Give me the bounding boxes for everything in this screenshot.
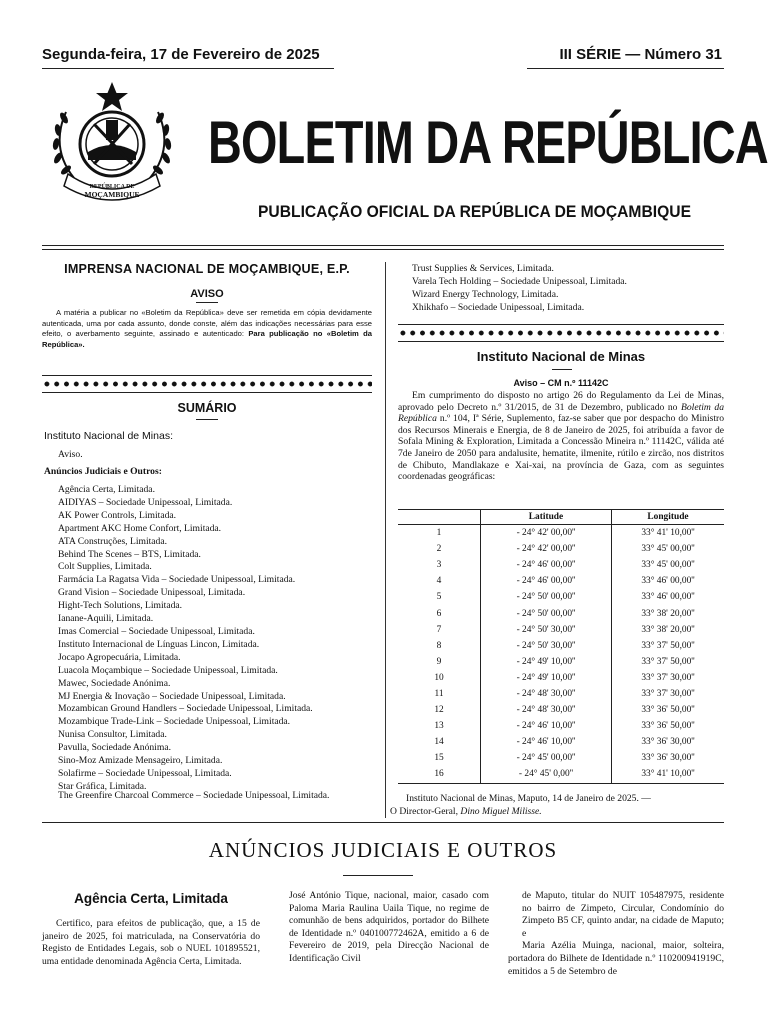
coordinates-index: 10 (434, 672, 444, 683)
sumario-company-item: Colt Supplies, Limitada. (58, 561, 152, 573)
coordinates-longitude: 33° 45' 00,00'' (641, 544, 695, 555)
sumario-company-item: Varela Tech Holding – Sociedade Unipessoal, Limitada. (412, 275, 627, 287)
aviso-bold: Para publicação no «Boletim da República». (42, 329, 372, 349)
anuncios-rule-top (42, 822, 724, 823)
coordinates-longitude: 33° 37' 30,00'' (641, 672, 695, 683)
sumario-company-list (58, 484, 372, 794)
sumario-company-item: Wizard Energy Technology, Limitada. (412, 288, 559, 300)
coordinates-longitude: 33° 45' 00,00'' (641, 560, 695, 571)
coordinates-index: 8 (436, 640, 442, 651)
aviso-heading: AVISO (190, 288, 224, 300)
sumario-company-item: Instituto Internacional de Línguas Lincon, Limitada. (58, 638, 260, 650)
coordinates-row (398, 702, 724, 718)
sumario-company-item: Hight-Tech Solutions, Limitada. (58, 600, 183, 612)
coordinates-table (398, 509, 724, 784)
sumario-company-item: Trust Supplies & Services, Limitada. (412, 263, 554, 274)
sumario-inst-aviso: Aviso. (58, 449, 83, 460)
coordinates-index: 13 (434, 721, 444, 732)
coordinates-latitude: - 24° 46' 10,00'' (481, 718, 612, 734)
coordinates-latitude: - 24° 42' 00,00'' (481, 541, 612, 557)
national-emblem (44, 78, 180, 210)
coordinates-row (398, 525, 724, 542)
aviso-text (42, 308, 372, 350)
partner-jose: José António Tique, nacional, maior, casado com Paloma Maria Raulina Uaila Tique, no regime de comunhão de bens adquiridos, portador do Bilhete de Identidade n.º 040100772462A, emitido a 6 de Fevereiro de 2019, pela Direcção Nacional de Identificação Civil (289, 890, 489, 964)
series-rule (527, 68, 724, 69)
sumario-company-item: Agência Certa, Limitada. (58, 484, 155, 495)
sumario-company-item: Luacola Moçambique – Sociedade Unipessoal, Limitada. (58, 664, 278, 676)
coordinates-table-wrap (398, 509, 724, 784)
coordinates-longitude: 33° 41' 10,00'' (641, 528, 695, 539)
coordinates-latitude: - 24° 46' 00,00'' (481, 573, 612, 589)
anuncios-title: ANÚNCIOS JUDICIAIS E OUTROS (208, 838, 558, 862)
sumario-company-item: Farmácia La Ragatsa Vida – Sociedade Unipessoal, Limitada. (58, 574, 296, 586)
coordinates-row (398, 557, 724, 573)
masthead-rule-bottom (42, 249, 724, 250)
sumario-company-item: ATA Construções, Limitada. (58, 535, 168, 547)
sumario-company-item: Mawec, Sociedade Anónima. (58, 677, 171, 689)
coordinates-longitude: 33° 36' 30,00'' (641, 753, 695, 764)
paragraph-italic: Boletim da República (398, 401, 724, 425)
agencia-certa-text: Certifico, para efeitos de publicação, que, a 15 de janeiro de 2025, foi matriculada, na Conservatória do Registo de Entidades Legais, sob o NUEL 101895521, uma entidade denominada Agência Certa, Limitada. (42, 918, 260, 967)
sumario-company-item: Nunisa Consultor, Limitada. (58, 729, 167, 741)
sumario-heading: SUMÁRIO (177, 401, 237, 415)
left-column (42, 262, 372, 350)
coordinates-latitude: - 24° 46' 00,00'' (481, 557, 612, 573)
coordinates-index: 1 (436, 528, 442, 539)
paragraph-part-b: n.º 104, Iª Série, Suplemento, faz-se saber que por despacho do Ministro dos Recursos Minerais e Energia, de 8 de Janeiro de 2025, foi atribuída a favor de Sofala Mining & Exploration, Limitada a Concessão Mineira n.º 11142C, válida até 7de Janeiro de 2050 para andalusite, hematite, ilmenite, rútilo e zircão, nos distritos de Chibuto, Mandlakaze e Xai-xai, na província de Gaza, com as seguintes coordenadas geográficas: (398, 413, 724, 483)
dots-rule-top-right (398, 324, 724, 325)
coordinates-longitude: 33° 37' 30,00'' (641, 688, 695, 699)
coordinates-row (398, 541, 724, 557)
coordinates-longitude: 33° 36' 30,00'' (641, 737, 695, 748)
coordinates-longitude: 33° 38' 20,00'' (641, 608, 695, 619)
inst-minas-rule (552, 369, 572, 370)
anuncios-title-rule (343, 875, 413, 876)
coordinates-row (398, 766, 724, 783)
coordinates-index: 5 (436, 592, 442, 603)
coordinates-latitude: - 24° 50' 00,00'' (481, 605, 612, 621)
coordinates-row (398, 670, 724, 686)
partner-address: de Maputo, titular do NUIT 105487975, residente no bairro de Zimpeto, Circular, Condomínio do Zimpeto B5 CF, quinto andar, na cidade de Maputo; e (522, 890, 724, 939)
director-name: Dino Miguel Milisse. (460, 806, 542, 817)
coordinates-longitude: 33° 37' 50,00'' (641, 656, 695, 667)
sumario-last-company: The Greenfire Charcoal Commerce – Sociedade Unipessoal, Limitada. (58, 790, 330, 801)
coordinates-latitude: - 24° 45' 00,00'' (481, 750, 612, 766)
coordinates-index: 14 (434, 737, 444, 748)
coordinates-latitude: - 24° 46' 10,00'' (481, 734, 612, 750)
sumario-company-list-continued (412, 263, 724, 315)
coordinates-header-longitude: Longitude (612, 510, 725, 525)
coordinates-index: 3 (436, 560, 442, 571)
aviso-cm: Aviso – CM n.º 11142C (513, 378, 609, 388)
sumario-company-item: MJ Energia & Inovação – Sociedade Unipessoal, Limitada. (58, 690, 286, 702)
coordinates-longitude: 33° 38' 20,00'' (641, 624, 695, 635)
sumario-rule (196, 419, 218, 420)
dotted-separator-left (42, 380, 372, 388)
coordinates-header-index (398, 510, 481, 525)
sumario-company-item: Apartment AKC Home Confort, Limitada. (58, 522, 222, 534)
emblem-text-top: REPÚBLICA DE (89, 184, 135, 190)
coordinates-index: 2 (436, 544, 442, 555)
inst-minas-footer: Instituto Nacional de Minas, Maputo, 14 de Janeiro de 2025. — (406, 793, 651, 804)
coordinates-latitude: - 24° 48' 30,00'' (481, 702, 612, 718)
coordinates-latitude: - 24° 50' 30,00'' (481, 622, 612, 638)
aviso-rule (196, 302, 218, 303)
sumario-company-item: Xhikhafo – Sociedade Unipessoal, Limitada. (412, 301, 585, 313)
sumario-company-item: Grand Vision – Sociedade Unipessoal, Limitada. (58, 587, 246, 599)
coordinates-row (398, 605, 724, 621)
inst-minas-heading: Instituto Nacional de Minas (476, 349, 646, 364)
sumario-company-item: Mozambique Trade-Link – Sociedade Unipessoal, Limitada. (58, 716, 291, 728)
sumario-company-item: Jocapo Agropecuária, Limitada. (58, 651, 181, 663)
coordinates-latitude: - 24° 45' 0,00'' (481, 766, 612, 783)
sumario-inst: Instituto Nacional de Minas: (44, 430, 173, 442)
sumario-anuncios: Anúncios Judiciais e Outros: (44, 466, 162, 477)
coordinates-latitude: - 24° 49' 10,00'' (481, 654, 612, 670)
date-rule (42, 68, 334, 69)
coordinates-row (398, 734, 724, 750)
sumario-company-item: Star Gráfica, Limitada. (58, 780, 147, 792)
column-divider (385, 262, 386, 818)
issue-series: III SÉRIE — Número 31 (559, 46, 722, 63)
coordinates-row (398, 638, 724, 654)
coordinates-index: 7 (436, 624, 442, 635)
coordinates-header-row (398, 510, 724, 525)
coordinates-index: 11 (434, 688, 444, 699)
sumario-company-item: Imas Comercial – Sociedade Unipessoal, Limitada. (58, 625, 255, 637)
coordinates-row (398, 750, 724, 766)
coordinates-row (398, 686, 724, 702)
sumario-company-item: AIDIYAS – Sociedade Unipessoal, Limitada. (58, 496, 233, 508)
dots-rule-bottom-left (42, 392, 372, 393)
coordinates-latitude: - 24° 50' 30,00'' (481, 638, 612, 654)
agencia-certa-col3 (508, 890, 724, 978)
coordinates-index: 4 (436, 576, 442, 587)
paragraph-part-a: Em cumprimento do disposto no artigo 26 do Regulamento da Lei de Minas, aprovado pelo Decreto n.º 31/2015, de 31 de Dezembro, publicado no (398, 390, 724, 413)
coordinates-index: 9 (436, 656, 442, 667)
coordinates-longitude: 33° 36' 50,00'' (641, 721, 695, 732)
coordinates-latitude: - 24° 49' 10,00'' (481, 670, 612, 686)
coordinates-row (398, 654, 724, 670)
coordinates-index: 6 (436, 608, 442, 619)
coordinates-latitude: - 24° 48' 30,00'' (481, 686, 612, 702)
director-label: O Director-Geral, (390, 806, 461, 817)
emblem-text-bottom: MOÇAMBIQUE (84, 190, 140, 199)
agencia-certa-col2 (275, 890, 489, 966)
coordinates-latitude: - 24° 42' 00,00'' (481, 525, 612, 542)
agencia-certa-heading: Agência Certa, Limitada (74, 891, 228, 906)
dots-rule-top-left (42, 375, 372, 376)
coordinates-index: 16 (398, 766, 481, 783)
coordinates-longitude: 33° 37' 50,00'' (641, 640, 695, 651)
sumario-company-item: Solafirme – Sociedade Unipessoal, Limitada. (58, 767, 232, 779)
coordinates-row (398, 718, 724, 734)
coordinates-longitude: 33° 46' 00,00'' (641, 592, 695, 603)
sumario-company-item: Mozambican Ground Handlers – Sociedade Unipessoal, Limitada. (58, 703, 313, 715)
sumario-company-item: Pavulla, Sociedade Anónima. (58, 742, 171, 754)
sumario-company-item: Behind The Scenes – BTS, Limitada. (58, 548, 201, 560)
coordinates-row (398, 589, 724, 605)
sumario-company-item: AK Power Controls, Limitada. (58, 509, 177, 521)
dots-rule-bottom-right (398, 341, 724, 342)
aviso-body: A matéria a publicar no «Boletim da República» deve ser remetida em cópia devidamente autenticada, uma por cada assunto, donde conste, além das indicações necessárias para esse efeito, o averbamento seguinte, assinado e autenticado: (42, 308, 372, 339)
coordinates-index: 12 (434, 705, 444, 716)
coordinates-latitude: - 24° 50' 00,00'' (481, 589, 612, 605)
masthead-title: BOLETIM DA REPÚBLICA (208, 109, 768, 176)
sumario-company-item: Sino-Moz Amizade Mensageiro, Limitada. (58, 755, 223, 767)
masthead-subtitle: PUBLICAÇÃO OFICIAL DA REPÚBLICA DE MOÇAMBIQUE (258, 202, 692, 221)
imprensa-heading: IMPRENSA NACIONAL DE MOÇAMBIQUE, E.P. (64, 262, 350, 276)
sumario-company-item: Ianane-Aquili, Limitada. (58, 613, 154, 625)
coordinates-row (398, 622, 724, 638)
coordinates-index: 15 (434, 753, 444, 764)
director-signature (390, 806, 542, 817)
coordinates-row (398, 573, 724, 589)
coordinates-header-latitude: Latitude (481, 510, 612, 525)
coordinates-longitude: 33° 46' 00,00'' (641, 576, 695, 587)
coordinates-longitude: 33° 41' 10,00'' (612, 766, 725, 783)
issue-date: Segunda-feira, 17 de Fevereiro de 2025 (42, 46, 320, 63)
partner-maria: Maria Azélia Muinga, nacional, maior, solteira, portadora do Bilhete de Identidade n.º 110200941919C, emitidos a 5 de Setembro de (508, 940, 724, 977)
masthead-rule-top (42, 245, 724, 246)
coordinates-longitude: 33° 36' 50,00'' (641, 705, 695, 716)
dotted-separator-right (398, 329, 724, 337)
inst-minas-paragraph (398, 390, 724, 483)
